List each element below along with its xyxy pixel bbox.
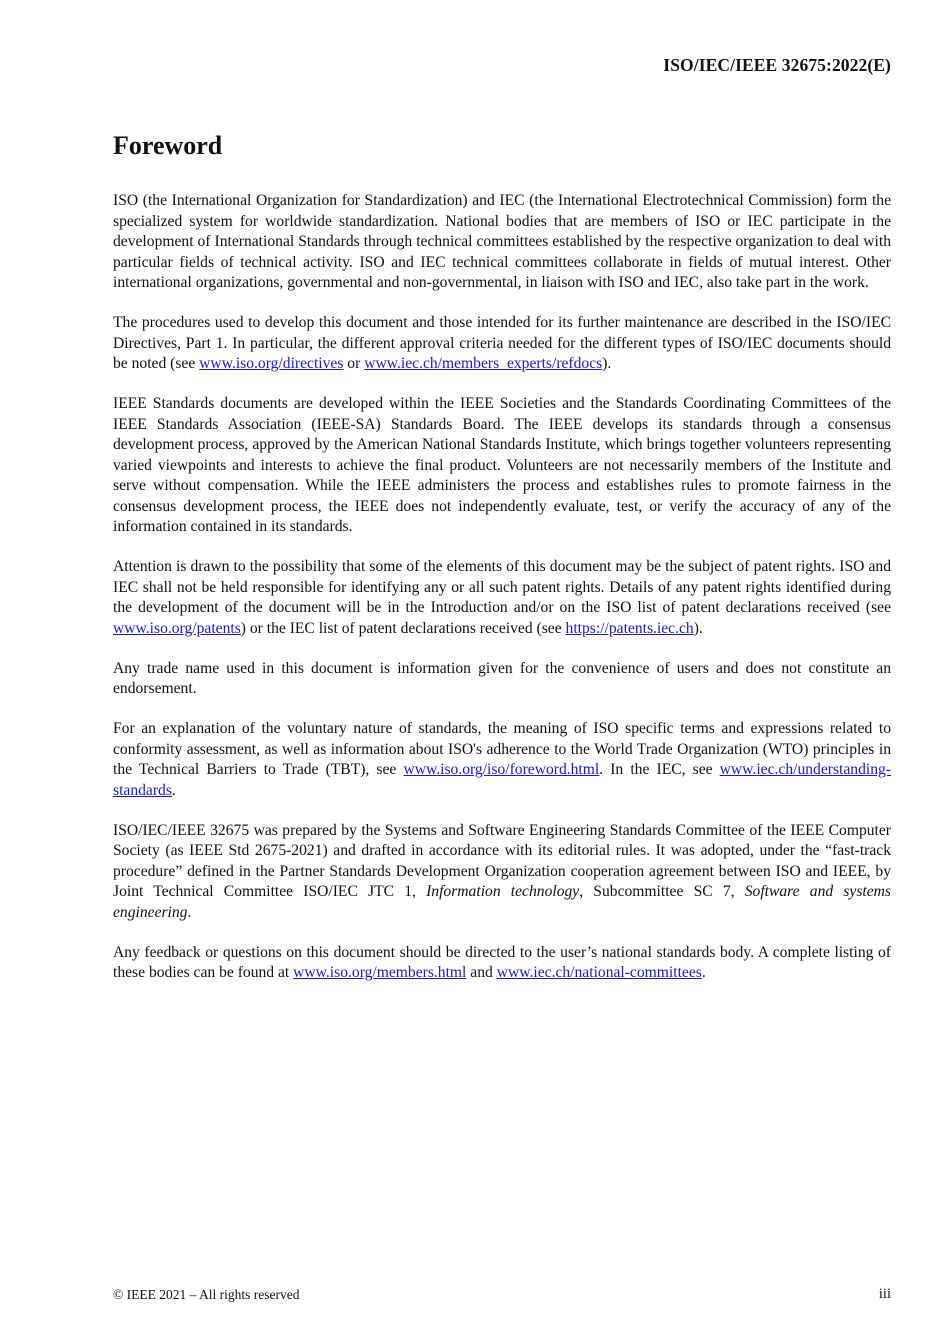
link-iso-foreword[interactable]: www.iso.org/iso/foreword.html [403, 761, 600, 778]
subcommittee-name-italic: Software and systems engineering [113, 883, 891, 921]
link-iec-refdocs[interactable]: www.iec.ch/members_experts/refdocs [364, 355, 603, 372]
paragraph-voluntary-nature: For an explanation of the voluntary nature of standards, the meaning of ISO specific terms and expressions related to conformity assessment, as well as information about ISO's adherence to the World Trade Organization (WTO) principles in the Technical Barriers to Trade (TBT), see www.iso.org/iso/foreword.html. In the IEC, see www.iec.ch/understanding-standards. [113, 720, 891, 799]
link-iec-patents[interactable]: https://patents.iec.ch [565, 619, 694, 637]
link-iso-members[interactable]: www.iso.org/members.html [293, 964, 467, 981]
page-title: Foreword [113, 131, 223, 160]
foreword-body [113, 191, 891, 1003]
link-iso-patents[interactable]: www.iso.org/patents [113, 619, 241, 637]
link-iec-understanding-standards[interactable]: www.iec.ch/understanding-standards [113, 761, 891, 799]
page-header-doc-id: ISO/IEC/IEEE 32675:2022(E) [663, 55, 891, 75]
link-iec-national-committees[interactable]: www.iec.ch/national-committees [496, 964, 702, 981]
footer-page-number: iii [878, 1286, 891, 1302]
paragraph-procedures: The procedures used to develop this document and those intended for its further maintenance are described in the ISO/IEC Directives, Part 1. In particular, the different approval criteria needed for the different types of ISO/IEC documents should be noted (see www.iso.org/directives or www.iec.ch/members_experts/refdocs). [113, 314, 891, 372]
paragraph-ieee-standards: IEEE Standards documents are developed within the IEEE Societies and the Standards Coordinating Committees of the IEEE Standards Association (IEEE-SA) Standards Board. The IEEE develops its standards through a consensus development process, approved by the American National Standards Institute, which brings together volunteers representing varied viewpoints and interests to achieve the final product. Volunteers are not necessarily members of the Institute and serve without compensation. While the IEEE administers the process and establishes rules to promote fairness in the consensus development process, the IEEE does not independently evaluate, test, or verify the accuracy of any of the information contained in its standards. [113, 395, 891, 535]
committee-name-italic: Information technology [426, 883, 580, 900]
paragraph-prepared-by: ISO/IEC/IEEE 32675 was prepared by the Systems and Software Engineering Standards Committee of the IEEE Computer Society (as IEEE Std 2675-2021) and drafted in accordance with its editorial rules. It was adopted, under the “fast-track procedure” defined in the Partner Standards Development Organization cooperation agreement between ISO and IEEE, by Joint Technical Committee ISO/IEC JTC 1, Information technology, Subcommittee SC 7, Software and systems engineering. [113, 821, 891, 921]
paragraph-feedback: Any feedback or questions on this document should be directed to the user’s national standards body. A complete listing of these bodies can be found at www.iso.org/members.html and www.iec.ch/national-committees. [113, 943, 891, 981]
footer-copyright: © IEEE 2021 – All rights reserved [113, 1287, 300, 1302]
paragraph-trade-name: Any trade name used in this document is information given for the convenience of users and does not constitute an endorsement. [113, 659, 891, 697]
paragraph-iso-iec-intro: ISO (the International Organization for Standardization) and IEC (the International Electrotechnical Commission) form the specialized system for worldwide standardization. National bodies that are members of ISO or IEC participate in the development of International Standards through technical committees established by the respective organization to deal with particular fields of technical activity. ISO and IEC technical committees collaborate in fields of mutual interest. Other international organizations, governmental and non-governmental, in liaison with ISO and IEC, also take part in the work. [113, 192, 891, 291]
paragraph-patent-rights: Attention is drawn to the possibility that some of the elements of this document may be the subject of patent rights. ISO and IEC shall not be held responsible for identifying any or all such patent rights. Details of any patent rights identified during the development of the document will be in the Introduction and/or on the ISO list of patent declarations received (see www.iso.org/patents) or the IEC list of patent declarations received (see https://patents.iec.ch). [113, 558, 891, 637]
link-iso-directives[interactable]: www.iso.org/directives [199, 355, 344, 372]
